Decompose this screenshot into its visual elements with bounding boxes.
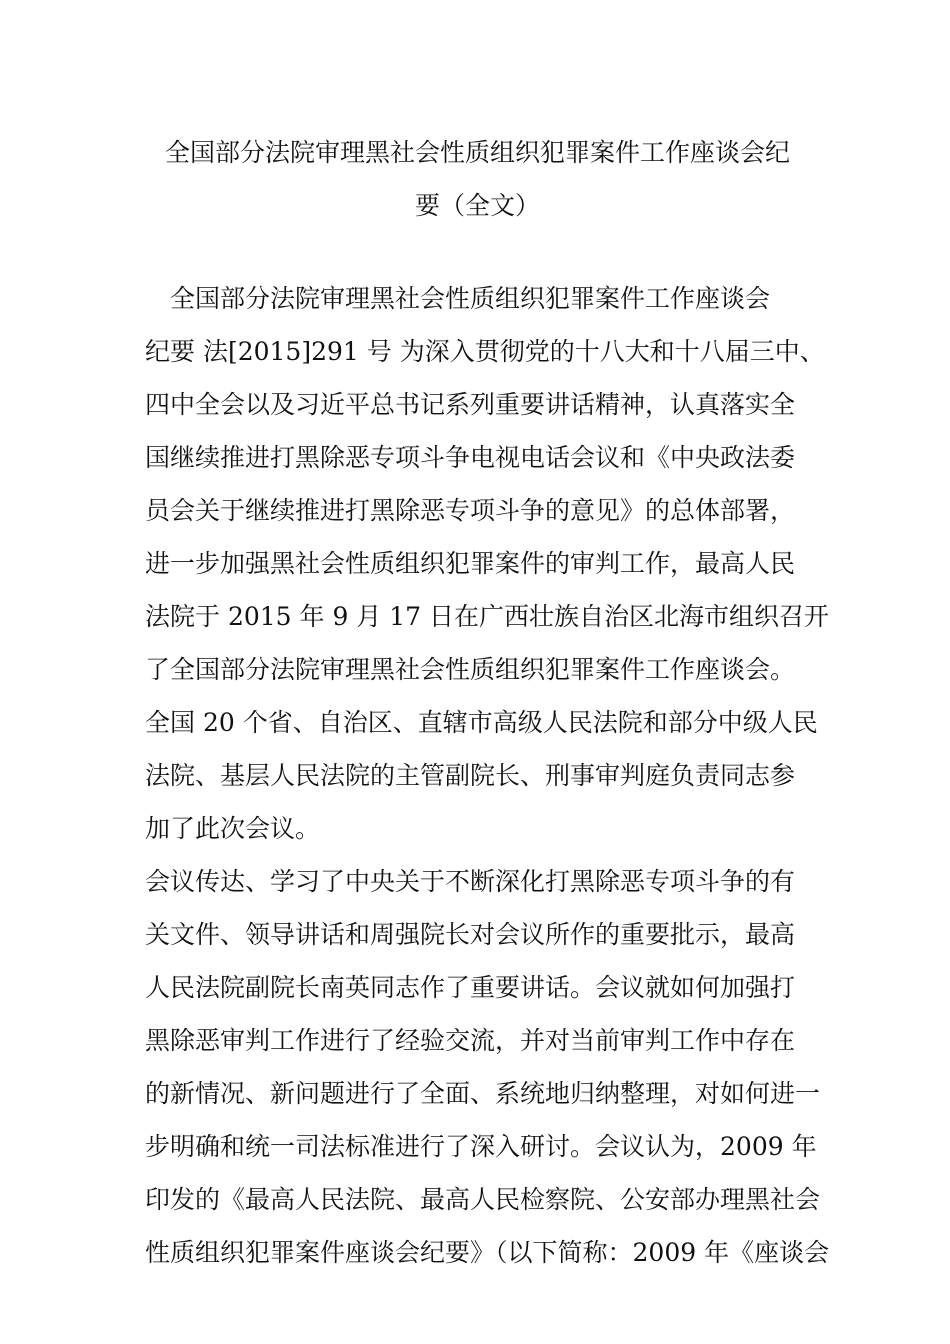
- body-line: 会议传达、学习了中央关于不断深化打黑除恶专项斗争的有: [145, 867, 796, 896]
- body-line: 进一步加强黑社会性质组织犯罪案件的审判工作，最高人民: [145, 549, 796, 578]
- body-line: 关文件、领导讲话和周强院长对会议所作的重要批示，最高: [145, 920, 796, 949]
- body-line: 性质组织犯罪案件座谈会纪要》（以下简称：2009 年《座谈会: [145, 1238, 830, 1267]
- body-line: 纪要 法[2015]291 号 为深入贯彻党的十八大和十八届三中、: [145, 337, 825, 366]
- body-line: 人民法院副院长南英同志作了重要讲话。会议就如何加强打: [145, 973, 796, 1002]
- body-line: 法院于 2015 年 9 月 17 日在广西壮族自治区北海市组织召开: [145, 602, 830, 631]
- document-title: [145, 126, 810, 232]
- title-line-2: 要（全文）: [414, 191, 540, 220]
- body-line: 印发的《最高人民法院、最高人民检察院、公安部办理黑社会: [145, 1185, 821, 1214]
- body-line: 加了此次会议。: [145, 814, 321, 843]
- body-line: 四中全会以及习近平总书记系列重要讲话精神，认真落实全: [145, 390, 796, 419]
- document-body: [145, 272, 830, 1279]
- body-line: 步明确和统一司法标准进行了深入研讨。会议认为，2009 年: [145, 1132, 817, 1161]
- body-line: 法院、基层人民法院的主管副院长、刑事审判庭负责同志参: [145, 761, 796, 790]
- body-line: 了全国部分法院审理黑社会性质组织犯罪案件工作座谈会。: [145, 655, 796, 684]
- body-line: 国继续推进打黑除恶专项斗争电视电话会议和《中央政法委: [145, 443, 796, 472]
- body-line: 黑除恶审判工作进行了经验交流，并对当前审判工作中存在: [145, 1026, 796, 1055]
- title-line-1: 全国部分法院审理黑社会性质组织犯罪案件工作座谈会纪: [164, 138, 790, 167]
- body-line: 员会关于继续推进打黑除恶专项斗争的意见》的总体部署，: [145, 496, 796, 525]
- body-line: 全国部分法院审理黑社会性质组织犯罪案件工作座谈会: [170, 284, 771, 313]
- body-line: 的新情况、新问题进行了全面、系统地归纳整理，对如何进一: [145, 1079, 821, 1108]
- body-line: 全国 20 个省、自治区、直辖市高级人民法院和部分中级人民: [145, 708, 818, 737]
